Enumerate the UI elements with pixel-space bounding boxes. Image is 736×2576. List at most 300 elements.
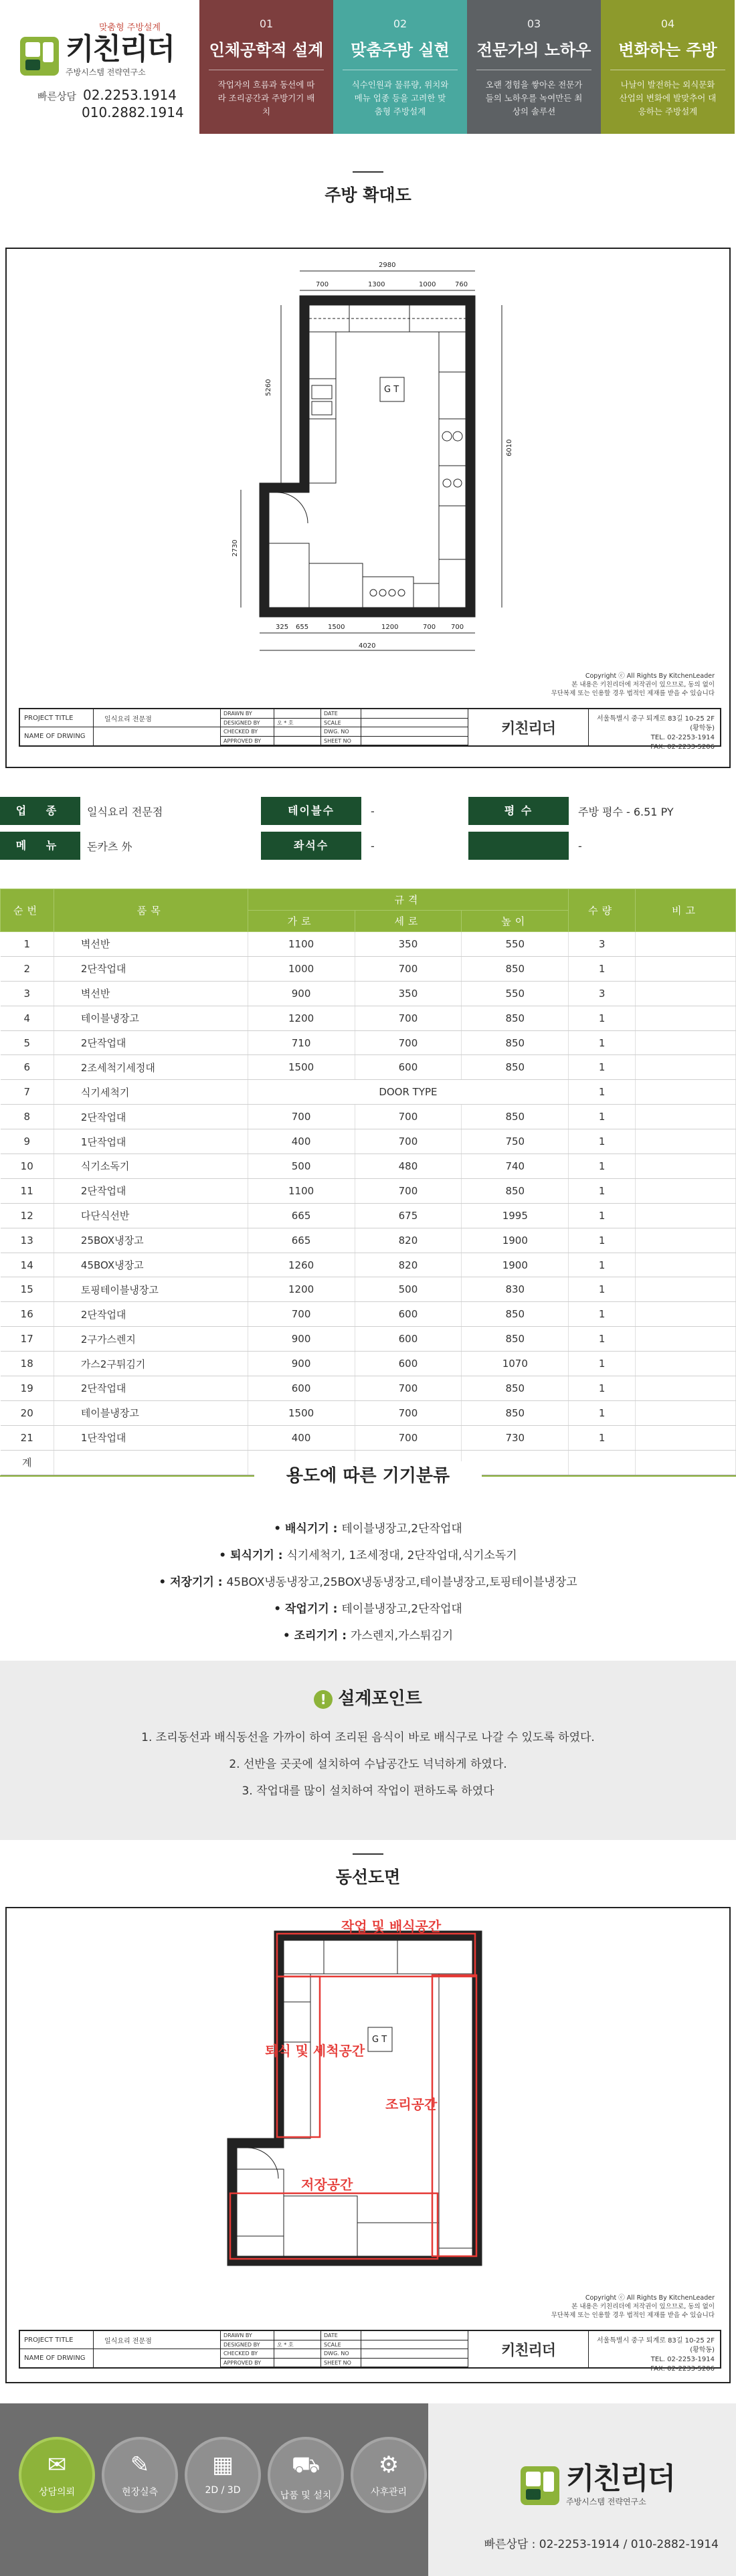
process-button-delivery[interactable] xyxy=(268,2437,344,2513)
cell-item: 테이블냉장고 xyxy=(54,1400,248,1425)
cell-total-empty xyxy=(569,1450,636,1475)
cell-height: 850 xyxy=(462,1376,569,1401)
design-point: 2. 선반을 곳곳에 설치하여 수납공간도 넉넉하게 하였다. xyxy=(229,1758,507,1771)
th-depth: 세로 xyxy=(355,911,462,932)
footer-phone[interactable]: 빠른상담 : 02-2253-1914 / 010-2882-1914 xyxy=(484,2538,719,2551)
info-row-2 xyxy=(0,830,736,862)
info-label-tables: 테이블수 xyxy=(261,797,361,825)
cell-note xyxy=(636,1178,736,1203)
tab-changing-kitchen[interactable] xyxy=(601,0,735,134)
cell-qty: 1 xyxy=(569,1080,636,1105)
tb-cell: DWG. NO xyxy=(321,2349,361,2359)
cell-note xyxy=(636,1400,736,1425)
cell-item: 식기세척기 xyxy=(54,1080,248,1105)
tb-cell: APPROVED BY xyxy=(221,2359,274,2368)
process-button-service[interactable] xyxy=(351,2437,427,2513)
cell-qty: 3 xyxy=(569,981,636,1006)
cell-depth: 700 xyxy=(355,1030,462,1055)
table-row xyxy=(1,1400,736,1425)
cell-height: 740 xyxy=(462,1154,569,1179)
footer-logo xyxy=(519,2464,674,2507)
cell-qty: 1 xyxy=(569,1105,636,1129)
cell-note xyxy=(636,1352,736,1376)
cell-item: 테이블냉장고 xyxy=(54,1006,248,1030)
category-line: • 배식기기 : 테이블냉장고,2단작업대 xyxy=(274,1522,462,1536)
cell-spec: DOOR TYPE xyxy=(248,1080,569,1105)
tab-ergonomic-design[interactable] xyxy=(199,0,333,134)
gt-label: G T xyxy=(384,385,399,395)
tel: TEL. 02-2253-1914 xyxy=(650,734,715,741)
cell-qty: 1 xyxy=(569,1352,636,1376)
cell-qty: 1 xyxy=(569,1253,636,1277)
cell-width: 1500 xyxy=(248,1055,355,1080)
table-row xyxy=(1,1327,736,1352)
table-row xyxy=(1,1030,736,1055)
cell-note xyxy=(636,1030,736,1055)
cell-qty: 1 xyxy=(569,1203,636,1228)
flow-gt-label: G T xyxy=(372,2035,387,2045)
cell-height: 850 xyxy=(462,1105,569,1129)
info-row-1 xyxy=(0,795,736,827)
tab-desc: 오랜 경험을 쌓아온 전문가들의 노하우를 녹여만든 최상의 솔루션 xyxy=(485,80,583,116)
th-note: 비고 xyxy=(636,889,736,932)
footer-logo-sub: 주방시스템 전략연구소 xyxy=(566,2497,646,2506)
category-key: 배식기기 xyxy=(285,1522,329,1536)
cell-width: 400 xyxy=(248,1129,355,1154)
flow-floor-plan xyxy=(7,1908,729,2303)
cell-item: 2단작업대 xyxy=(54,1105,248,1129)
cell-note xyxy=(636,1105,736,1129)
th-spec: 규격 xyxy=(248,889,569,911)
flow-plan-frame xyxy=(5,1907,731,2383)
cell-qty: 1 xyxy=(569,1129,636,1154)
address: 서울특별시 중구 퇴계로 83길 10-25 2F (황학동) xyxy=(596,715,715,732)
table-row xyxy=(1,1105,736,1129)
table-row xyxy=(1,981,736,1006)
title-block-logo: 키친리더 xyxy=(468,709,589,745)
table-row xyxy=(1,1253,736,1277)
cell-width: 900 xyxy=(248,981,355,1006)
cell-depth: 700 xyxy=(355,1006,462,1030)
table-row xyxy=(1,1352,736,1376)
dim-top-total: 2980 xyxy=(379,262,396,269)
address: 서울특별시 중구 퇴계로 83길 10-25 2F (황학동) xyxy=(596,2337,715,2354)
cell-depth: 700 xyxy=(355,1129,462,1154)
table-row xyxy=(1,1006,736,1030)
cell-qty: 1 xyxy=(569,1277,636,1302)
cell-note xyxy=(636,1228,736,1253)
cell-item: 식기소독기 xyxy=(54,1154,248,1179)
cell-no: 5 xyxy=(1,1030,54,1055)
cell-depth: 600 xyxy=(355,1302,462,1327)
cell-depth: 675 xyxy=(355,1203,462,1228)
tab-desc: 작업자의 흐름과 동선에 따라 조리공간과 주방기기 배치 xyxy=(217,80,315,116)
kitchen-floor-plan xyxy=(7,249,729,677)
process-label: 상담의뢰 xyxy=(38,2487,76,2498)
cell-height: 850 xyxy=(462,1006,569,1030)
project-value: 일식요리 전문점 xyxy=(104,2337,152,2345)
tab-number: 04 xyxy=(660,17,675,30)
zone-label-serving: 작업 및 배식공간 xyxy=(341,1918,442,1934)
tb-cell xyxy=(274,727,321,737)
cell-note xyxy=(636,956,736,981)
cell-width: 1100 xyxy=(248,932,355,957)
project-label: PROJECT TITLE xyxy=(20,2331,94,2349)
cell-depth: 350 xyxy=(355,932,462,957)
copyright-line: 무단복제 또는 인용할 경우 법적인 제재를 받을 수 있습니다 xyxy=(551,2312,715,2319)
cell-depth: 700 xyxy=(355,1425,462,1450)
cell-note xyxy=(636,1006,736,1030)
header xyxy=(0,0,736,134)
copyright-line: Copyright ⓒ All Rights By KitchenLeader xyxy=(585,672,715,680)
tb-cell xyxy=(361,727,468,737)
process-label: 사후관리 xyxy=(370,2487,407,2498)
cell-qty: 1 xyxy=(569,1425,636,1450)
service-icon: ⚙ xyxy=(378,2452,399,2478)
category-key: 조리기기 xyxy=(294,1629,339,1643)
cell-qty: 3 xyxy=(569,932,636,957)
logo-mark-icon xyxy=(19,35,60,77)
footer-logo-name: 키친리더 xyxy=(566,2462,675,2496)
cell-qty: 1 xyxy=(569,956,636,981)
cell-qty: 1 xyxy=(569,1006,636,1030)
exclamation-icon: ! xyxy=(314,1690,333,1709)
cell-item: 2단작업대 xyxy=(54,1178,248,1203)
dim-side: 2730 xyxy=(232,539,239,557)
cell-width: 1100 xyxy=(248,1178,355,1203)
info-value-tables: - xyxy=(371,804,375,818)
cell-width: 665 xyxy=(248,1228,355,1253)
tab-expert-knowhow[interactable] xyxy=(467,0,601,134)
table-row xyxy=(1,1129,736,1154)
cell-height: 850 xyxy=(462,1327,569,1352)
cell-height: 730 xyxy=(462,1425,569,1450)
cell-item: 토핑테이블냉장고 xyxy=(54,1277,248,1302)
tb-cell xyxy=(361,2340,468,2350)
title-block-address xyxy=(589,2331,720,2373)
logo xyxy=(19,34,199,78)
process-label: 현장실측 xyxy=(121,2487,159,2498)
copyright-line: 무단복제 또는 인용할 경우 법적인 제재를 받을 수 있습니다 xyxy=(551,690,715,697)
process-button-design[interactable] xyxy=(185,2437,261,2513)
measure-icon: ✎ xyxy=(130,2452,150,2478)
cell-item: 2조세척기세정대 xyxy=(54,1055,248,1080)
design-point: 3. 작업대를 많이 설치하여 작업이 편하도록 하였다 xyxy=(242,1784,494,1798)
cell-qty: 1 xyxy=(569,1302,636,1327)
tb-cell: DATE xyxy=(321,709,361,719)
design-point: 1. 조리동선과 배식동선을 가까이 하여 조리된 음식이 바로 배식구로 나갈 수 있도록 하였다. xyxy=(141,1731,595,1744)
tb-cell: SCALE xyxy=(321,719,361,728)
cell-total-empty xyxy=(54,1450,248,1475)
project-value: 일식요리 전문점 xyxy=(104,715,152,723)
table-row xyxy=(1,956,736,981)
cell-height: 1995 xyxy=(462,1203,569,1228)
tab-desc: 식수인원과 물류량, 위치와 메뉴 업종 등을 고려한 맞춤형 주방설계 xyxy=(351,80,449,116)
cell-no: 17 xyxy=(1,1327,54,1352)
cell-height: 830 xyxy=(462,1277,569,1302)
dim-bottom-4: 1200 xyxy=(381,624,399,631)
cell-qty: 1 xyxy=(569,1400,636,1425)
info-label-business: 업 종 xyxy=(0,797,80,825)
info-value-seats: - xyxy=(371,839,375,852)
tb-cell xyxy=(361,2331,468,2340)
cell-qty: 1 xyxy=(569,1228,636,1253)
tb-cell: SHEET NO xyxy=(321,2359,361,2368)
zone-label-storage: 저장공간 xyxy=(301,2177,353,2193)
cell-width: 665 xyxy=(248,1203,355,1228)
cell-height: 850 xyxy=(462,1178,569,1203)
phone-secondary[interactable]: 010.2882.1914 xyxy=(82,104,184,120)
tb-cell xyxy=(274,709,321,719)
title-block-grid xyxy=(221,2331,468,2367)
cell-width: 1200 xyxy=(248,1277,355,1302)
tb-cell: CHECKED BY xyxy=(221,2349,274,2359)
tab-number: 02 xyxy=(393,17,407,30)
cell-height: 850 xyxy=(462,1400,569,1425)
cell-no: 9 xyxy=(1,1129,54,1154)
copyright-line: Copyright ⓒ All Rights By KitchenLeader xyxy=(585,2294,715,2302)
tb-cell xyxy=(274,2331,321,2340)
category-line: • 퇴식기기 : 식기세척기, 1조세정대, 2단작업대,식기소독기 xyxy=(219,1549,517,1562)
cell-depth: 600 xyxy=(355,1352,462,1376)
tb-cell: DWG. NO xyxy=(321,727,361,737)
category-value: 45BOX냉동냉장고,25BOX냉동냉장고,테이블냉장고,토핑테이블냉장고 xyxy=(226,1576,577,1589)
title-block-logo: 키친리더 xyxy=(468,2331,589,2367)
table-row xyxy=(1,1203,736,1228)
cell-note xyxy=(636,1302,736,1327)
cell-height: 550 xyxy=(462,932,569,957)
info-label-blank xyxy=(468,832,569,860)
tb-cell: DATE xyxy=(321,2331,361,2340)
tb-cell xyxy=(361,709,468,719)
tb-cell xyxy=(361,737,468,746)
phone-primary[interactable]: 02.2253.1914 xyxy=(82,87,177,103)
process-label: 2D / 3D xyxy=(205,2485,241,2496)
category-title: 용도에 따른 기기분류 xyxy=(254,1461,482,1491)
category-key: 작업기기 xyxy=(285,1602,329,1616)
dim-bottom-3: 1500 xyxy=(328,624,345,631)
copyright-line: 본 내용은 키친리더에 저작권이 있으므로, 동의 없이 xyxy=(571,2303,715,2310)
cell-no: 4 xyxy=(1,1006,54,1030)
th-item: 품목 xyxy=(54,889,248,932)
dim-bottom-1: 325 xyxy=(276,624,289,631)
cell-depth: 820 xyxy=(355,1253,462,1277)
cell-item: 2단작업대 xyxy=(54,1302,248,1327)
tb-cell: SHEET NO xyxy=(321,737,361,746)
th-qty: 수량 xyxy=(569,889,636,932)
info-label-area: 평 수 xyxy=(468,797,569,825)
cell-total-label: 계 xyxy=(1,1450,54,1475)
table-row xyxy=(1,932,736,957)
cell-depth: 480 xyxy=(355,1154,462,1179)
cell-width: 600 xyxy=(248,1376,355,1401)
tb-cell: 오 * 호 xyxy=(274,719,321,728)
title-block-grid xyxy=(221,709,468,745)
process-button-consult[interactable] xyxy=(19,2437,95,2513)
cell-item: 2단작업대 xyxy=(54,1376,248,1401)
tel: TEL. 02-2253-1914 xyxy=(650,2356,715,2363)
table-row xyxy=(1,1277,736,1302)
category-value: 테이블냉장고,2단작업대 xyxy=(341,1522,462,1536)
copyright-notice-2 xyxy=(551,2294,715,2320)
cell-no: 8 xyxy=(1,1105,54,1129)
cell-note xyxy=(636,932,736,957)
tb-cell: CHECKED BY xyxy=(221,727,274,737)
dim-top-4: 760 xyxy=(455,281,468,288)
cell-width: 700 xyxy=(248,1302,355,1327)
cell-qty: 1 xyxy=(569,1376,636,1401)
cell-depth: 700 xyxy=(355,956,462,981)
copyright-line: 본 내용은 키친리더에 저작권이 있으므로, 동의 없이 xyxy=(571,681,715,688)
fax: FAX. 02-2233-5206 xyxy=(650,2365,715,2373)
tab-number: 03 xyxy=(527,17,541,30)
cell-qty: 1 xyxy=(569,1030,636,1055)
th-height: 높이 xyxy=(462,911,569,932)
category-key: 퇴식기기 xyxy=(230,1549,274,1562)
cell-item: 가스2구튀김기 xyxy=(54,1352,248,1376)
cell-note xyxy=(636,1129,736,1154)
cell-width: 1500 xyxy=(248,1400,355,1425)
cell-total-empty xyxy=(636,1450,736,1475)
tab-number: 01 xyxy=(259,17,274,30)
cell-depth: 500 xyxy=(355,1277,462,1302)
zone-storage-box xyxy=(230,2193,438,2259)
cell-note xyxy=(636,1154,736,1179)
info-label-menu: 메 뉴 xyxy=(0,832,80,860)
cell-no: 10 xyxy=(1,1154,54,1179)
tab-custom-kitchen[interactable] xyxy=(333,0,467,134)
tb-cell xyxy=(361,2359,468,2368)
category-line: • 조리기기 : 가스렌지,가스튀김기 xyxy=(282,1629,454,1643)
footer xyxy=(0,2403,736,2576)
cell-depth: 600 xyxy=(355,1327,462,1352)
equipment-table xyxy=(0,889,736,1475)
dim-top-2: 1300 xyxy=(368,281,385,288)
design-points xyxy=(0,1661,736,1840)
logo-name: 키친리더 xyxy=(66,32,175,66)
cell-width: 1000 xyxy=(248,956,355,981)
cell-no: 20 xyxy=(1,1400,54,1425)
kitchen-plan-frame xyxy=(5,248,731,768)
table-row xyxy=(1,1302,736,1327)
category-value: 테이블냉장고,2단작업대 xyxy=(341,1602,462,1616)
cell-height: 850 xyxy=(462,1302,569,1327)
cell-no: 2 xyxy=(1,956,54,981)
cell-no: 7 xyxy=(1,1080,54,1105)
tb-cell: 오 * 호 xyxy=(274,2340,321,2350)
cell-no: 15 xyxy=(1,1277,54,1302)
cell-item: 1단작업대 xyxy=(54,1425,248,1450)
tb-cell xyxy=(274,737,321,746)
tb-cell xyxy=(274,2349,321,2359)
zone-label-cooking: 조리공간 xyxy=(385,2096,438,2112)
cell-item: 2단작업대 xyxy=(54,956,248,981)
tb-cell: DRAWN BY xyxy=(221,2331,274,2340)
design-icon: ▦ xyxy=(211,2452,234,2478)
cell-item: 2구가스렌지 xyxy=(54,1327,248,1352)
design-points-title xyxy=(0,1685,736,1710)
cell-width: 1200 xyxy=(248,1006,355,1030)
info-value-menu: 돈카츠 外 xyxy=(87,840,132,853)
table-row xyxy=(1,1228,736,1253)
cell-no: 12 xyxy=(1,1203,54,1228)
cell-note xyxy=(636,981,736,1006)
phone-label: 빠른상담 xyxy=(37,90,76,102)
cell-depth: 700 xyxy=(355,1400,462,1425)
tb-cell xyxy=(274,2359,321,2368)
cell-no: 19 xyxy=(1,1376,54,1401)
fax: FAX. 02-2233-5206 xyxy=(650,743,715,751)
tab-title: 인체공학적 설계 xyxy=(209,37,324,70)
process-label: 납품 및 설치 xyxy=(280,2490,332,2501)
cell-width: 900 xyxy=(248,1327,355,1352)
cell-no: 16 xyxy=(1,1302,54,1327)
tab-title: 맞춤주방 실현 xyxy=(343,37,458,70)
cell-no: 13 xyxy=(1,1228,54,1253)
cell-note xyxy=(636,1277,736,1302)
dim-bottom-6: 700 xyxy=(451,624,464,631)
cell-qty: 1 xyxy=(569,1055,636,1080)
cell-height: 750 xyxy=(462,1129,569,1154)
title-block-2 xyxy=(19,2330,721,2373)
delivery-icon: ⛟ xyxy=(291,2452,320,2478)
tab-title: 변화하는 주방 xyxy=(610,37,725,70)
tb-cell xyxy=(361,2349,468,2359)
th-width: 가로 xyxy=(248,911,355,932)
cell-depth: 350 xyxy=(355,981,462,1006)
cell-no: 14 xyxy=(1,1253,54,1277)
info-value-area: 주방 평수 - 6.51 PY xyxy=(578,805,674,818)
cell-note xyxy=(636,1080,736,1105)
drawing-label: NAME OF DRWING xyxy=(20,2349,94,2367)
cell-item: 1단작업대 xyxy=(54,1129,248,1154)
tb-cell xyxy=(361,719,468,728)
brand-block[interactable] xyxy=(0,0,199,134)
cell-no: 6 xyxy=(1,1055,54,1080)
cell-depth: 600 xyxy=(355,1055,462,1080)
cell-width: 900 xyxy=(248,1352,355,1376)
drawing-label: NAME OF DRWING xyxy=(20,727,94,745)
process-button-measure[interactable] xyxy=(102,2437,178,2513)
cell-width: 400 xyxy=(248,1425,355,1450)
tb-cell: APPROVED BY xyxy=(221,737,274,746)
cell-height: 1900 xyxy=(462,1228,569,1253)
cell-qty: 1 xyxy=(569,1154,636,1179)
category-line: • 작업기기 : 테이블냉장고,2단작업대 xyxy=(274,1602,462,1616)
zone-label-dishwash: 퇴식 및 세척공간 xyxy=(265,2043,365,2059)
dim-bottom-5: 700 xyxy=(423,624,436,631)
cell-item: 45BOX냉장고 xyxy=(54,1253,248,1277)
cell-item: 벽선반 xyxy=(54,932,248,957)
brand-phone xyxy=(37,87,184,122)
cell-height: 1070 xyxy=(462,1352,569,1376)
cell-note xyxy=(636,1425,736,1450)
cell-height: 850 xyxy=(462,1030,569,1055)
cell-width: 710 xyxy=(248,1030,355,1055)
cell-note xyxy=(636,1203,736,1228)
dim-bottom-2: 655 xyxy=(296,624,309,631)
cell-height: 850 xyxy=(462,956,569,981)
cell-no: 1 xyxy=(1,932,54,957)
tab-desc: 나날이 발전하는 외식문화 산업의 변화에 발맞추어 대응하는 주방설계 xyxy=(619,80,717,116)
cell-depth: 700 xyxy=(355,1376,462,1401)
cell-no: 18 xyxy=(1,1352,54,1376)
table-row xyxy=(1,1080,736,1105)
project-label: PROJECT TITLE xyxy=(20,709,94,727)
cell-width: 700 xyxy=(248,1105,355,1129)
cell-height: 550 xyxy=(462,981,569,1006)
info-label-seats: 좌석수 xyxy=(261,832,361,860)
